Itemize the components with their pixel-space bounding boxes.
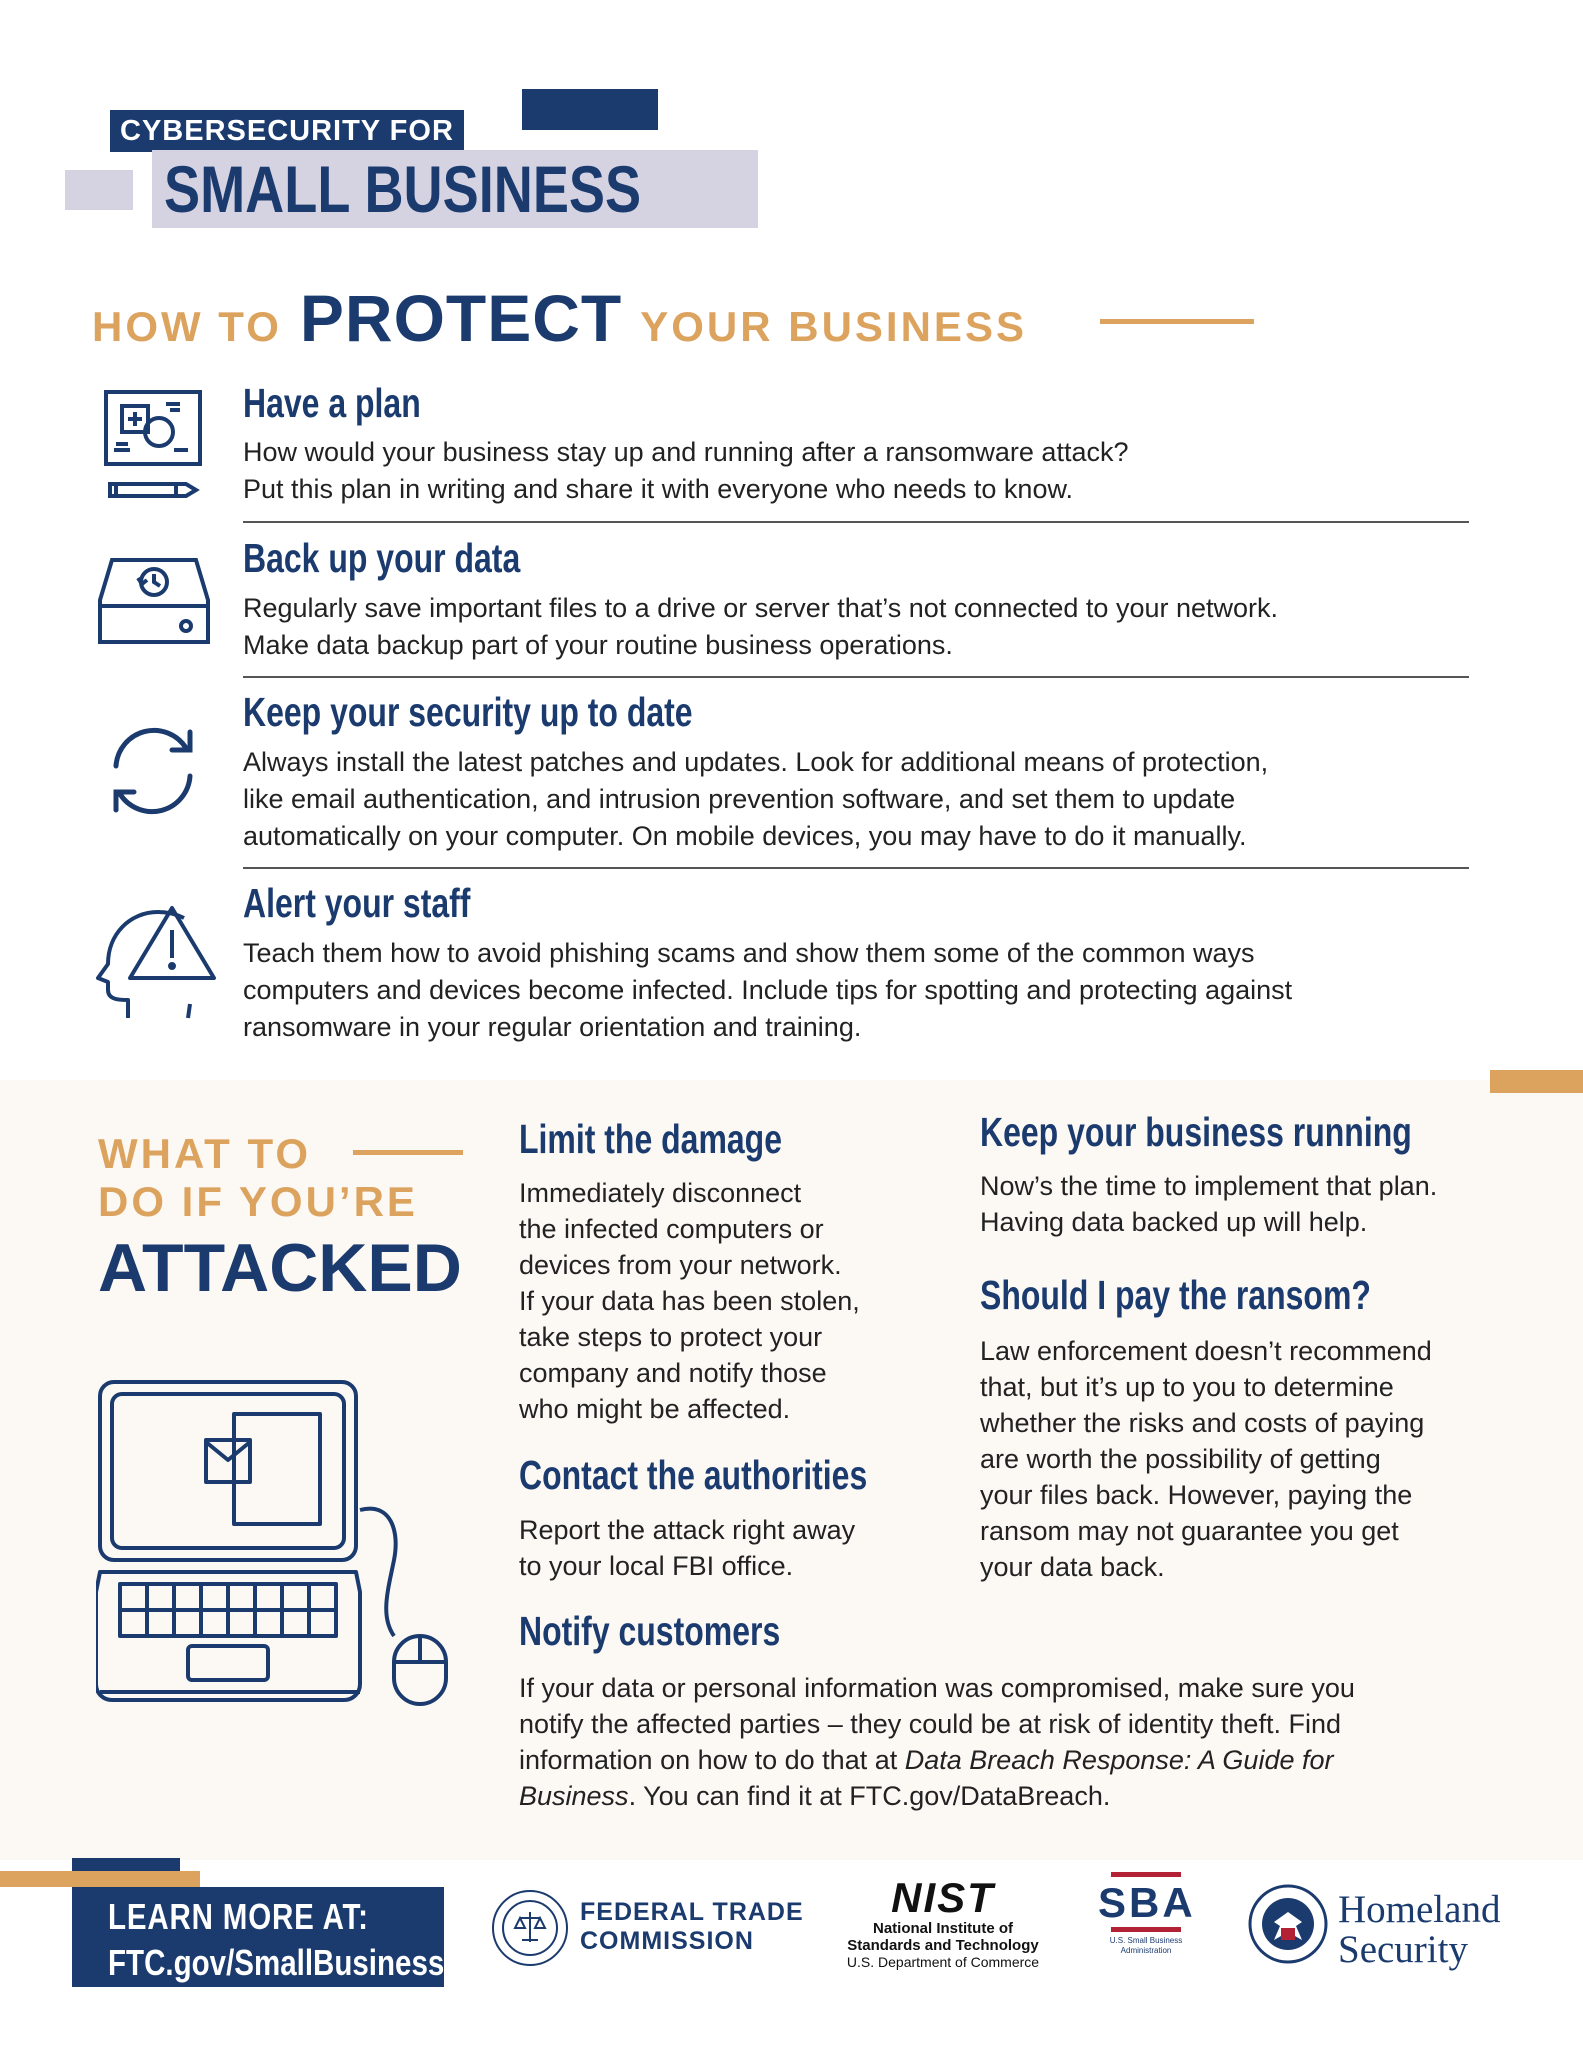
hard-drive-backup-icon	[98, 556, 210, 648]
running-body-line: Having data backed up will help.	[980, 1207, 1368, 1237]
nist-dept: U.S. Department of Commerce	[846, 1954, 1040, 1970]
running-body	[980, 1168, 1437, 1240]
protect-heading-post: YOUR BUSINESS	[640, 303, 1027, 350]
limit-body-line: take steps to protect your	[519, 1322, 823, 1352]
sba-sub-line: U.S. Small Business	[1109, 1936, 1183, 1945]
dhs-name-line: Homeland	[1338, 1888, 1501, 1931]
contact-body	[519, 1512, 855, 1584]
divider	[243, 676, 1469, 678]
sba-bottom-rule	[1111, 1927, 1181, 1932]
guide-title: Business	[519, 1781, 629, 1811]
item-title-staff: Alert your staff	[243, 880, 471, 926]
contact-body-line: to your local FBI office.	[519, 1551, 794, 1581]
brand-top-label: CYBERSECURITY FOR	[110, 110, 464, 152]
item-body-backup	[243, 590, 1278, 664]
nist-name-line: Standards and Technology	[847, 1937, 1039, 1954]
footer-decor-bar	[0, 1871, 200, 1887]
dhs-name	[1338, 1890, 1500, 1970]
ransom-body-line: whether the risks and costs of paying	[980, 1408, 1425, 1438]
sba-sub-line: Administration	[1120, 1946, 1172, 1955]
item-title-plan: Have a plan	[243, 380, 421, 426]
limit-body-line: who might be affected.	[519, 1394, 791, 1424]
panel-decor-tab	[1490, 1070, 1583, 1093]
notify-body-line	[519, 1778, 1355, 1814]
protect-heading	[92, 280, 1027, 356]
limit-body	[519, 1175, 860, 1427]
item-body-staff	[243, 935, 1292, 1046]
item-body-line: computers and devices become infected. Include tips for spotting and protecting against	[243, 975, 1293, 1005]
learn-more-label: LEARN MORE AT:	[108, 1896, 369, 1937]
ftc-seal-icon	[490, 1888, 570, 1968]
item-title-security: Keep your security up to date	[243, 689, 693, 735]
ftc-name	[580, 1898, 804, 1956]
brand-decor-bar	[522, 89, 658, 130]
item-body-line: How would your business stay up and running after a ransomware attack?	[243, 437, 1129, 467]
item-title-backup: Back up your data	[243, 535, 521, 581]
ransom-body-line: your data back.	[980, 1552, 1165, 1582]
nist-logo	[838, 1876, 1048, 1970]
item-body-security	[243, 744, 1268, 855]
laptop-email-icon	[96, 1380, 456, 1720]
limit-body-line: company and notify those	[519, 1358, 827, 1388]
item-body-line: Always install the latest patches and updates. Look for additional means of protection,	[243, 747, 1269, 777]
ftc-name-line: FEDERAL TRADE	[580, 1898, 804, 1926]
ransom-title: Should I pay the ransom?	[980, 1272, 1371, 1318]
head-alert-icon	[88, 896, 222, 1022]
limit-body-line: devices from your network.	[519, 1250, 842, 1280]
refresh-icon	[98, 716, 208, 826]
divider	[243, 867, 1469, 869]
dhs-seal-icon	[1248, 1884, 1328, 1964]
ransom-body-line: ransom may not guarantee you get	[980, 1516, 1399, 1546]
notify-body	[519, 1670, 1355, 1814]
item-body-line: Put this plan in writing and share it with everyone who needs to know.	[243, 474, 1073, 504]
protect-heading-big: PROTECT	[299, 281, 623, 355]
notify-text: . You can find it at FTC.gov/DataBreach.	[628, 1781, 1111, 1811]
ftc-name-line: COMMISSION	[580, 1927, 754, 1955]
nist-name-line: National Institute of	[873, 1920, 1013, 1937]
notify-title: Notify customers	[519, 1608, 781, 1654]
dhs-name-line: Security	[1338, 1928, 1468, 1971]
attacked-heading-line2: DO IF YOU’RE	[98, 1178, 418, 1225]
running-title: Keep your business running	[980, 1109, 1412, 1155]
notify-body-line	[519, 1742, 1355, 1778]
learn-more-link[interactable]: FTC.gov/SmallBusiness	[108, 1942, 445, 1983]
attacked-heading	[98, 1130, 462, 1310]
ransom-body-line: that, but it’s up to you to determine	[980, 1372, 1394, 1402]
sba-wordmark: SBA	[1098, 1879, 1196, 1926]
contact-body-line: Report the attack right away	[519, 1515, 856, 1545]
sba-logo	[1098, 1872, 1194, 1956]
guide-title: Data Breach Response: A Guide for	[904, 1745, 1334, 1775]
brand-decor-block	[65, 170, 133, 210]
item-body-line: Regularly save important files to a drive or server that’s not connected to your network.	[243, 593, 1279, 623]
attacked-heading-line1: WHAT TO	[98, 1130, 312, 1177]
running-body-line: Now’s the time to implement that plan.	[980, 1171, 1438, 1201]
divider	[243, 521, 1469, 523]
ransom-body	[980, 1333, 1432, 1585]
ransom-body-line: Law enforcement doesn’t recommend	[980, 1336, 1432, 1366]
item-body-line: like email authentication, and intrusion prevention software, and set them to update	[243, 784, 1236, 814]
item-body-line: Teach them how to avoid phishing scams and show them some of the common ways	[243, 938, 1255, 968]
notify-body-line: notify the affected parties – they could be at risk of identity theft. Find	[519, 1709, 1341, 1739]
learn-more-box	[72, 1887, 444, 1987]
limit-body-line: the infected computers or	[519, 1214, 824, 1244]
limit-body-line: If your data has been stolen,	[519, 1286, 860, 1316]
heading-rule	[353, 1150, 463, 1155]
protect-heading-pre: HOW TO	[92, 303, 282, 350]
plan-board-icon	[100, 388, 208, 500]
brand-main-text: SMALL BUSINESS	[164, 152, 642, 226]
nist-wordmark: NIST	[891, 1874, 995, 1921]
limit-title: Limit the damage	[519, 1116, 782, 1162]
ransom-body-line: your files back. However, paying the	[980, 1480, 1413, 1510]
attacked-heading-big: ATTACKED	[98, 1230, 462, 1306]
item-body-line: automatically on your computer. On mobile devices, you may have to do it manually.	[243, 821, 1247, 851]
notify-text: information on how to do that at	[519, 1745, 905, 1775]
item-body-line: Make data backup part of your routine business operations.	[243, 630, 953, 660]
heading-rule	[1100, 319, 1254, 324]
contact-title: Contact the authorities	[519, 1452, 868, 1498]
ransom-body-line: are worth the possibility of getting	[980, 1444, 1381, 1474]
notify-body-line: If your data or personal information was compromised, make sure you	[519, 1673, 1355, 1703]
item-body-plan	[243, 434, 1128, 508]
item-body-line: ransomware in your regular orientation and training.	[243, 1012, 862, 1042]
limit-body-line: Immediately disconnect	[519, 1178, 802, 1208]
brand-main-label	[152, 150, 758, 228]
